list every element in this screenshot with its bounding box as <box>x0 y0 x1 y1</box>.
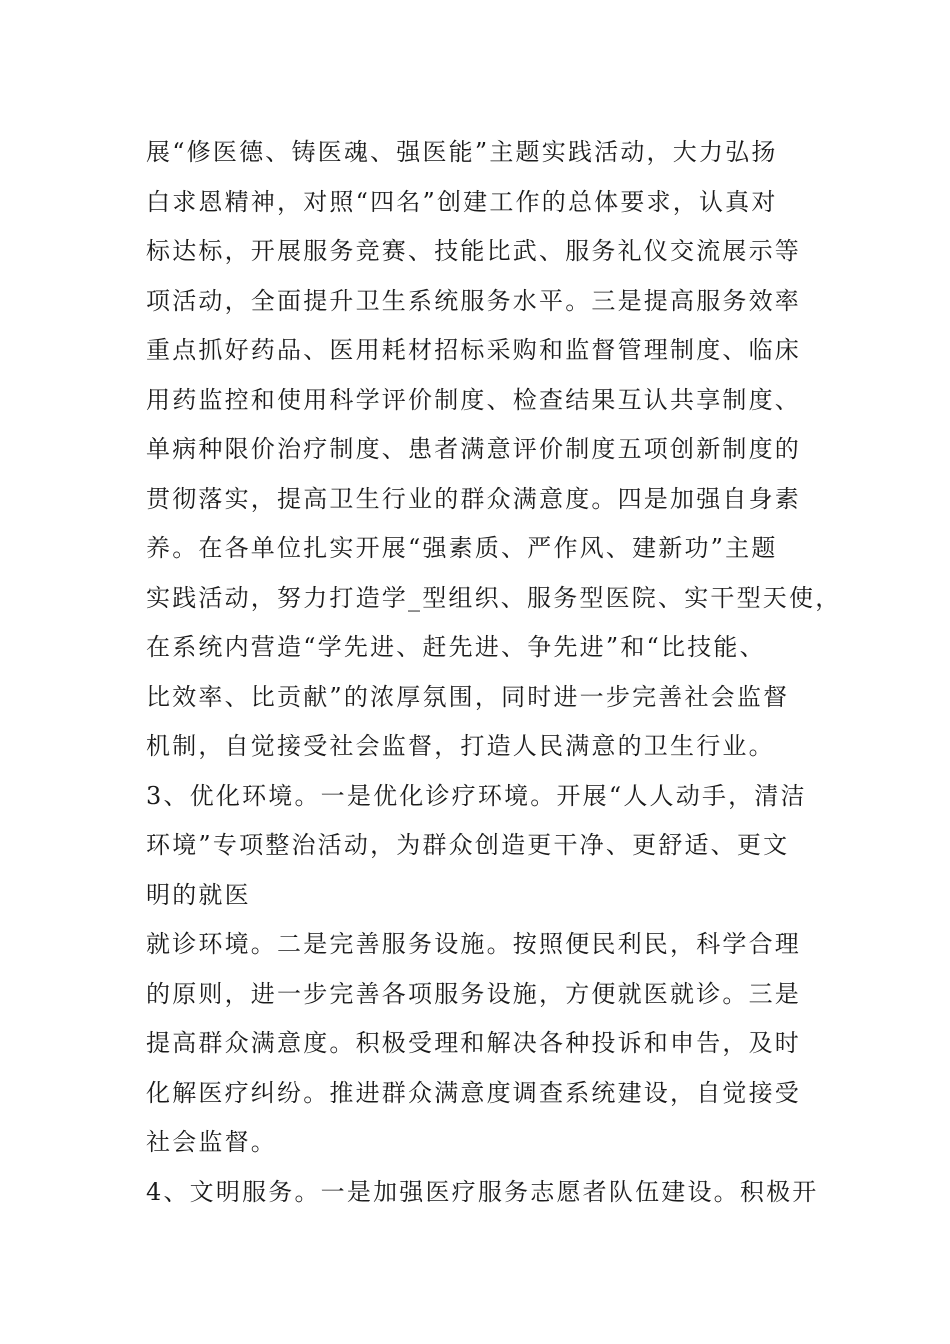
text-line: 单病种限价治疗制度、患者满意评价制度五项创新制度的 <box>146 435 801 463</box>
text-line: 标达标，开展服务竞赛、技能比武、服务礼仪交流展示等 <box>146 237 801 265</box>
text-line: 白求恩精神，对照“四名”创建工作的总体要求，认真对 <box>146 187 778 216</box>
text-line: 环境”专项整治活动，为群众创造更干净、更舒适、更文 <box>146 831 790 859</box>
text-line: 的原则，进一步完善各项服务设施，方便就医就诊。三是 <box>146 979 801 1008</box>
text-line: 项活动，全面提升卫生系统服务水平。三是提高服务效率 <box>146 286 801 315</box>
text-line: 就诊环境。二是完善服务设施。按照便民利民，科学合理 <box>146 930 801 958</box>
text-line: 提高群众满意度。积极受理和解决各种投诉和申告，及时 <box>146 1029 801 1057</box>
text-line: 实践活动，努力打造学_型组织、服务型医院、实干型天使， <box>146 583 842 612</box>
text-line: 贯彻落实，提高卫生行业的群众满意度。四是加强自身素 <box>146 484 801 513</box>
body-text <box>146 128 842 1217</box>
text-line: 明的就医 <box>146 880 251 909</box>
text-line: 3、优化环境。一是优化诊疗环境。开展“人人动手，清洁 <box>146 781 807 810</box>
text-line: 化解医疗纠纷。推进群众满意度调查系统建设，自觉接受 <box>146 1078 801 1107</box>
text-line: 机制，自觉接受社会监督，打造人民满意的卫生行业。 <box>146 732 775 760</box>
text-line: 用药监控和使用科学评价制度、检查结果互认共享制度、 <box>146 385 801 414</box>
text-line: 比效率、比贡献”的浓厚氛围，同时进一步完善社会监督 <box>146 682 790 711</box>
text-line: 在系统内营造“学先进、赶先进、争先进”和“比技能、 <box>146 633 766 661</box>
text-line: 养。在各单位扎实开展“强素质、严作风、建新功”主题 <box>146 534 778 562</box>
text-line: 4、文明服务。一是加强医疗服务志愿者队伍建设。积极开 <box>146 1177 819 1206</box>
text-line: 重点抓好药品、医用耗材招标采购和监督管理制度、临床 <box>146 336 801 364</box>
text-line: 展“修医德、铸医魂、强医能”主题实践活动，大力弘扬 <box>146 138 778 166</box>
text-line: 社会监督。 <box>146 1128 277 1156</box>
